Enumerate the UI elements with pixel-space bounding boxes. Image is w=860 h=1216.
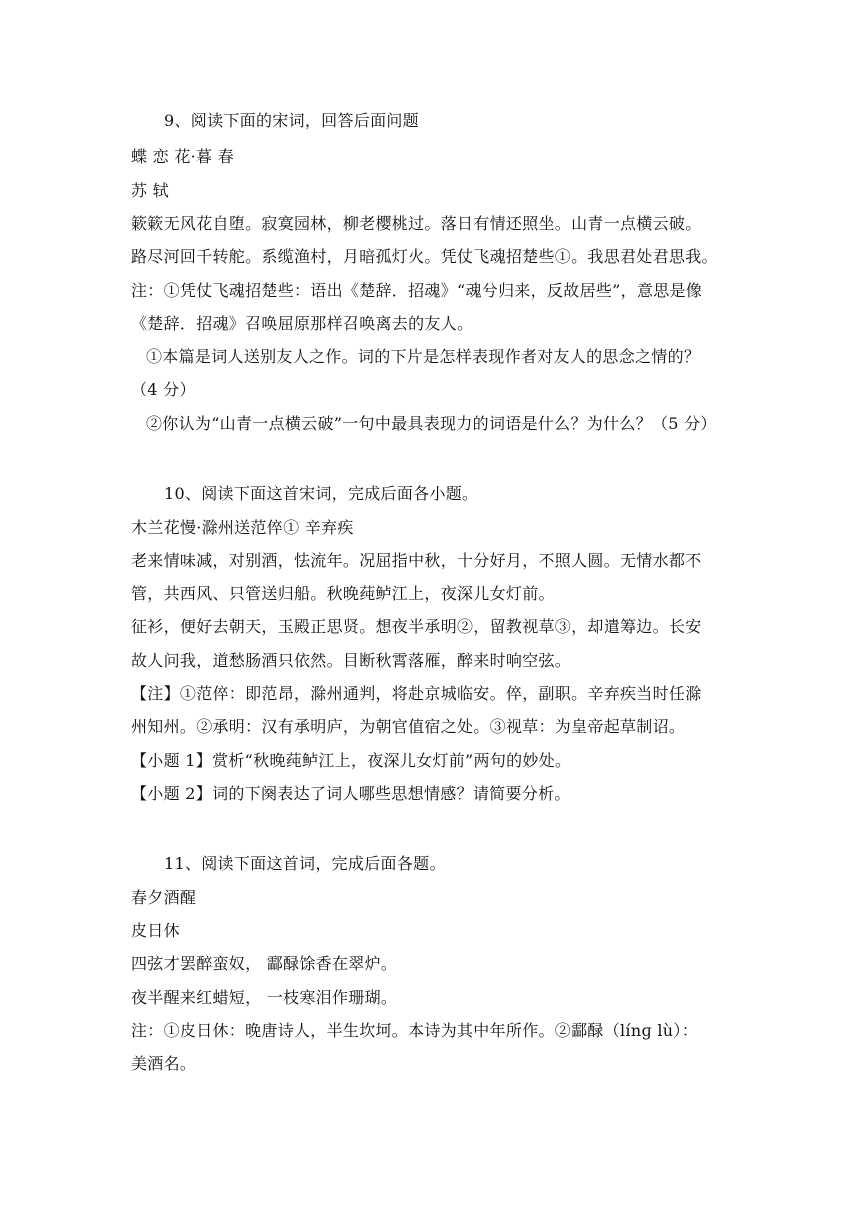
q11-note-line-2: 美酒名。: [131, 1054, 197, 1073]
q10-poem-line-4: 故人问我，道愁肠酒只依然。目断秋霄落雁，醉来时响空弦。: [131, 651, 572, 670]
q10-poem-title: 木兰花慢·滁州送范倅① 辛弃疾: [131, 518, 354, 537]
q10-poem-line-3: 征衫，便好去朝天，玉殿正思贤。想夜半承明②，留教视草③，却遣筹边。长安: [131, 617, 702, 636]
q11-heading: 11、阅读下面这首词，完成后面各题。: [164, 854, 446, 873]
q10-note-line-1: 【注】①范倅：即范昂，滁州通判，将赴京城临安。倅，副职。辛弃疾当时任滁: [131, 684, 702, 703]
q10-subquestion-2: 【小题 2】词的下阕表达了词人哪些思想情感？请简要分析。: [131, 784, 571, 803]
q9-poem-title: 蝶 恋 花·暮 春: [131, 147, 235, 166]
q11-poem-line-2: 夜半醒来红蜡短， 一枝寒泪作珊瑚。: [131, 988, 398, 1007]
q9-note-line-1: 注：①凭仗飞魂招楚些：语出《楚辞．招魂》“魂兮归来，反故居些”，意思是像: [131, 281, 703, 300]
q11-poem-line-1: 四弦才罢醉蛮奴， 酃醁馀香在翠炉。: [131, 954, 398, 973]
q11-note-line-1: 注：①皮日休：晚唐诗人，半生坎坷。本诗为其中年所作。②酃醁（línɡ lù）：: [131, 1021, 698, 1040]
q10-poem-line-2: 管，共西风、只管送归船。秋晚莼鲈江上，夜深儿女灯前。: [131, 584, 555, 603]
q10-subquestion-1: 【小题 1】赏析“秋晚莼鲈江上，夜深儿女灯前”两句的妙处。: [131, 751, 572, 770]
q9-subquestion-1: ①本篇是词人送别友人之作。词的下片是怎样表现作者对友人的思念之情的？: [146, 347, 701, 366]
q11-poem-author: 皮日休: [131, 921, 180, 940]
q10-heading: 10、阅读下面这首宋词，完成后面各小题。: [164, 484, 479, 503]
q10-note-line-2: 州知州。②承明：汉有承明庐，为朝官值宿之处。③视草：为皇帝起草制诏。: [131, 717, 686, 736]
q11-poem-title: 春夕酒醒: [131, 888, 197, 907]
q10-poem-line-1: 老来情味减，对别酒，怯流年。况屈指中秋，十分好月，不照人圆。无情水都不: [131, 551, 702, 570]
q9-subquestion-2: ②你认为“山青一点横云破”一句中最具表现力的词语是什么？为什么？（5 分）: [146, 414, 717, 433]
q9-subquestion-1-score: （4 分）: [131, 380, 196, 399]
q9-poem-line-2: 路尽河回千转舵。系缆渔村，月暗孤灯火。凭仗飞魂招楚些①。我思君处君思我。: [131, 247, 718, 266]
q9-note-line-2: 《楚辞．招魂》召唤屈原那样召唤离去的友人。: [131, 314, 474, 333]
q9-heading: 9、阅读下面的宋词，回答后面问题: [164, 111, 419, 130]
q9-poem-author: 苏 轼: [131, 181, 169, 200]
q9-poem-line-1: 簌簌无风花自堕。寂寞园林，柳老樱桃过。落日有情还照坐。山青一点横云破。: [131, 214, 702, 233]
